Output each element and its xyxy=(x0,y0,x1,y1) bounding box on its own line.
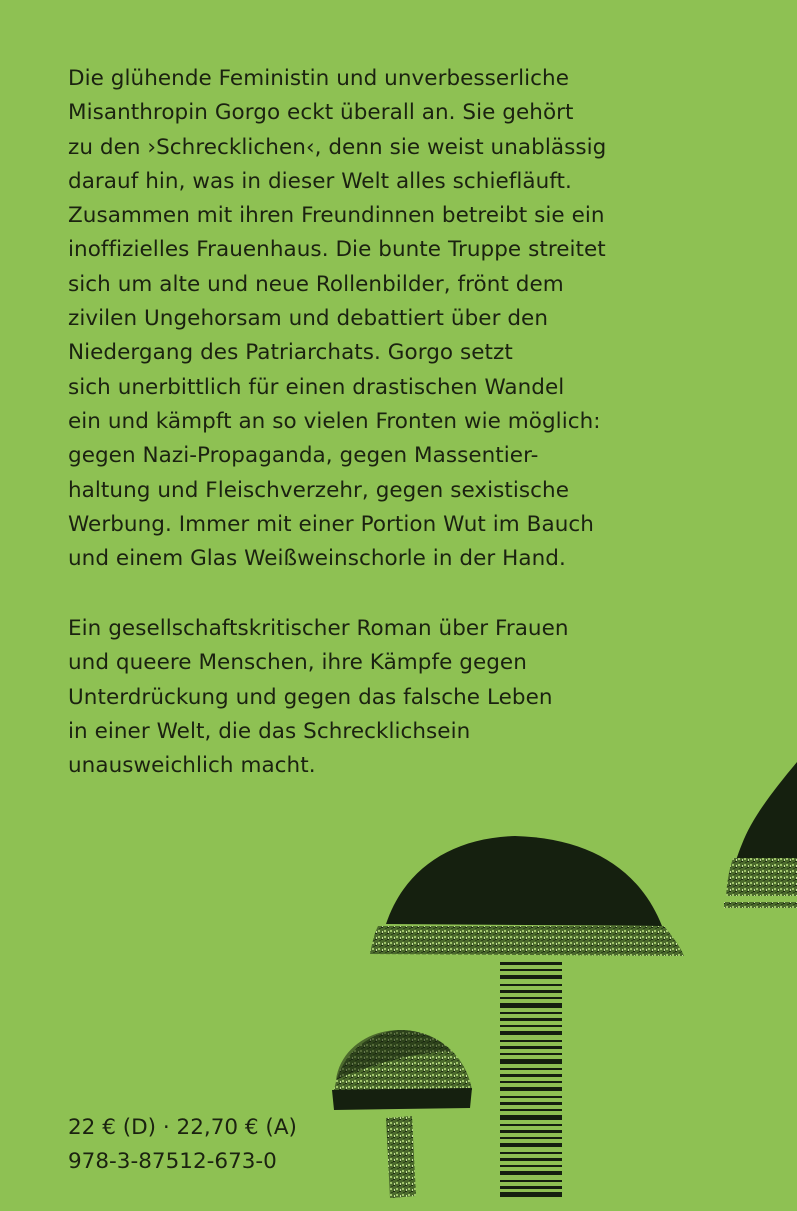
blurb-line: gegen Nazi-Propaganda, gegen Massentier- xyxy=(68,443,539,469)
blurb-line: Zusammen mit ihren Freundinnen betreibt sie ein xyxy=(68,203,605,229)
blurb-line: ein und kämpft an so vielen Fronten wie möglich: xyxy=(68,408,601,434)
blurb-line: haltung und Fleischverzehr, gegen sexistische xyxy=(68,477,569,503)
blurb-line: Ein gesellschaftskritischer Roman über Frauen xyxy=(68,616,569,641)
blurb-line: unausweichlich macht. xyxy=(68,753,316,779)
blurb-line: Misanthropin Gorgo eckt überall an. Sie gehört xyxy=(68,100,574,126)
blurb-line: zivilen Ungehorsam und debattiert über den xyxy=(68,306,549,332)
blurb-line: und einem Glas Weißweinschorle in der Hand. xyxy=(68,546,566,572)
blurb-line: darauf hin, was in dieser Welt alles schiefläuft. xyxy=(68,168,572,194)
blurb-line: sich um alte und neue Rollenbilder, frönt dem xyxy=(68,271,564,297)
large-mushroom-cap xyxy=(370,836,684,956)
blurb-line: inoffizielles Frauenhaus. Die bunte Truppe streitet xyxy=(68,237,606,263)
isbn-label: 978-3-87512-673-0 xyxy=(68,1149,277,1174)
blurb-line: und queere Menschen, ihre Kämpfe gegen xyxy=(68,650,527,676)
blurb-line: in einer Welt, die das Schrecklichsein xyxy=(68,718,471,744)
blurb-line: zu den ›Schrecklichen‹, denn sie weist unablässig xyxy=(68,134,607,160)
blurb-line: Die glühende Feministin und unverbesserliche xyxy=(68,66,569,91)
corner-mushroom-cap xyxy=(724,762,797,908)
blurb-line: Niedergang des Patriarchats. Gorgo setzt xyxy=(68,340,513,366)
blurb-line: sich unerbittlich für einen drastischen Wandel xyxy=(68,374,565,400)
price-label: 22 € (D) · 22,70 € (A) xyxy=(68,1115,297,1140)
barcode-stem xyxy=(500,962,562,1197)
small-mushroom xyxy=(332,1030,472,1198)
blurb-line: Werbung. Immer mit einer Portion Wut im Bauch xyxy=(68,511,594,537)
blurb-line: Unterdrückung und gegen das falsche Leben xyxy=(68,684,553,710)
